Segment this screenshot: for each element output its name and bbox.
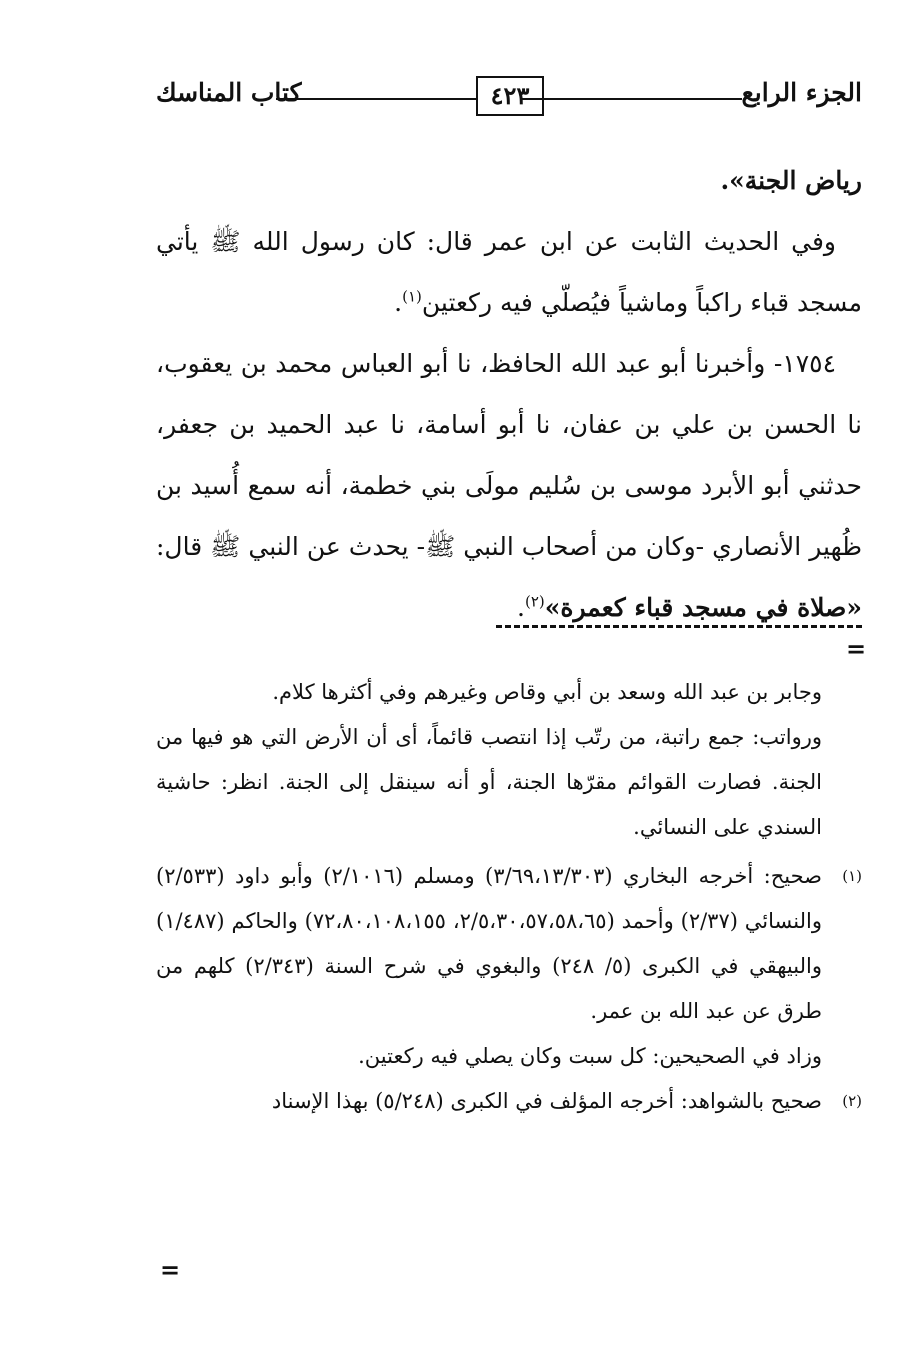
footnote-1-mark: (١) — [842, 867, 862, 885]
footnote-2 — [156, 1079, 862, 1124]
paragraph-end-mark: . — [517, 593, 525, 622]
page-header — [156, 74, 862, 118]
footnotes — [156, 670, 862, 1124]
footnote-continuation-2-text: ورواتب: جمع راتبة، من رتّب إذا انتصب قائماً، أى أن الأرض التي هو فيها من الجنة. فصارت القوائم مقرّها الجنة، أو أنه سينقل إلى الجنة. انظر: حاشية السندي على النسائي. — [156, 725, 822, 839]
footnote-continuation-2 — [156, 715, 862, 850]
continuation-mark-bottom: = — [160, 1255, 181, 1284]
continuation-mark-top: = — [846, 634, 867, 663]
paragraph-hadith-1754-text: ١٧٥٤- وأخبرنا أبو عبد الله الحافظ، نا أبو العباس محمد بن يعقوب، نا الحسن بن علي بن عفان، نا أبو أسامة، نا عبد الحميد بن جعفر، حدثني أبو الأبرد موسى بن سُليم مولَى بني خطمة، أنه سمع أُسيد بن ظُهير الأنصاري -وكان من أصحاب النبي ﷺ- يحدث عن النبي ﷺ قال: — [156, 349, 862, 561]
paragraph-continuation-text: رياض الجنة». — [720, 166, 862, 195]
footnote-continuation-1-text: وجابر بن عبد الله وسعد بن أبي وقاص وغيرهم وفي أكثرها كلام. — [272, 680, 822, 704]
footnote-2-text: صحيح بالشواهد: أخرجه المؤلف في الكبرى (٥/٢٤٨) بهذا الإسناد — [271, 1089, 822, 1113]
footnote-1-text: صحيح: أخرجه البخاري (٣/٦٩،١٣/٣٠٣) ومسلم (٢/١٠١٦) وأبو داود (٢/٥٣٣) والنسائي (٢/٣٧) وأحمد (٢/٥،٣٠،٥٧،٥٨،٦٥، ٧٢،٨٠،١٠٨،١٥٥) والحاكم (١/٤٨٧) والبيهقي في الكبرى (٥/ ٢٤٨) والبغوي في شرح السنة (٢/٣٤٣) كلهم من طرق عن عبد الله بن عمر. — [156, 864, 822, 1023]
footnote-1-addition — [156, 1034, 862, 1079]
hadith-quote: «صلاة في مسجد قباء كعمرة» — [544, 593, 862, 622]
header-rule-left — [276, 98, 476, 100]
header-rule-right — [522, 98, 742, 100]
paragraph-continuation — [156, 150, 862, 211]
main-text — [156, 150, 862, 638]
footnote-1-addition-text: وزاد في الصحيحين: كل سبت وكان يصلي فيه ركعتين. — [358, 1044, 822, 1068]
header-book-title: كتاب المناسك — [156, 78, 302, 107]
footnote-2-mark: (٢) — [842, 1092, 862, 1110]
footnote-separator — [496, 625, 862, 628]
paragraph-hadith-1754 — [156, 333, 862, 638]
paragraph-end-mark: . — [394, 288, 403, 317]
paragraph-hadith-ibn-umar-text: وفي الحديث الثابت عن ابن عمر قال: كان رسول الله ﷺ يأتي مسجد قباء راكباً وماشياً فيُصلّي فيه ركعتين — [156, 227, 862, 317]
footnote-1 — [156, 854, 862, 1034]
paragraph-hadith-ibn-umar — [156, 211, 862, 333]
page-number: ٤٢٣ — [476, 76, 544, 116]
header-part-title: الجزء الرابع — [741, 78, 862, 107]
footnote-ref-1: (١) — [402, 287, 422, 306]
footnote-ref-2: (٢) — [524, 592, 545, 611]
footnote-continuation-1 — [156, 670, 862, 715]
